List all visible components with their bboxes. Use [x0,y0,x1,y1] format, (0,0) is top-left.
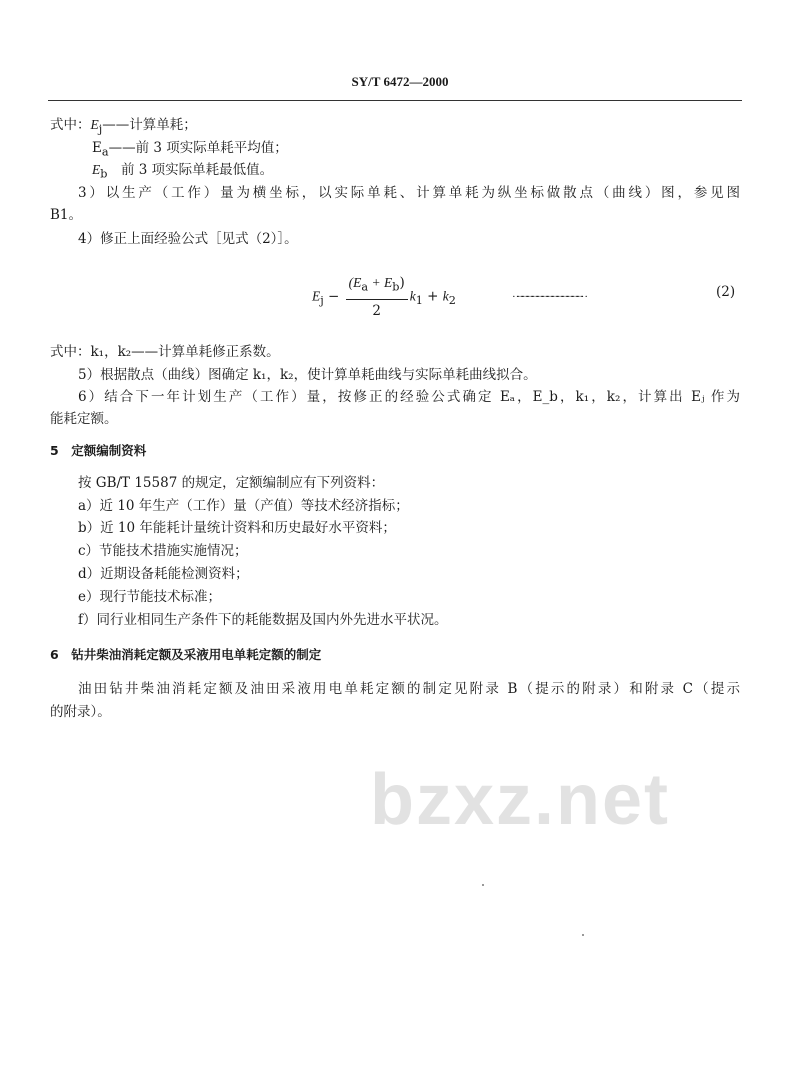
step-5: 5）根据散点（曲线）图确定 k₁，k₂，使计算单耗曲线与实际单耗曲线拟合。 [78,367,537,383]
subscript: j [98,122,103,136]
subscript: a [361,280,369,294]
coef: k [409,288,416,304]
scan-speck [582,934,584,936]
list-item: c）节能技术措施实施情况； [78,543,248,559]
subscript: b [392,280,400,294]
operator: + [422,288,443,305]
subscript: a [101,145,109,159]
step-6-line1: 6）结合下一年计划生产（工作）量，按修正的经验公式确定 Eₐ，E_b，k₁，k₂，计算出 Eⱼ 作为 [78,389,740,405]
num-term: (E [348,275,362,290]
where-ea [92,139,288,162]
scan-speck [482,884,484,886]
definition: k₁，k₂——计算单耗修正系数。 [90,344,280,360]
subscript: b [100,167,108,181]
step-6-line2: 能耗定额。 [50,411,118,427]
step-3-line1: 3）以生产（工作）量为横坐标，以实际单耗、计算单耗为纵坐标做散点（曲线）图，参见图 [78,185,740,201]
section-6-heading: 6 钻井柴油消耗定额及采液用电单耗定额的制定 [50,647,322,662]
header-rule [48,100,742,101]
symbol: E [90,117,99,132]
subscript: j [320,294,324,308]
subscript: 1 [415,294,423,308]
list-item: e）现行节能技术标准； [78,589,221,605]
formula-leader-dots: …………………………………… [512,288,582,300]
numerator [346,272,408,300]
list-item: d）近期设备耗能检测资料； [78,566,249,582]
denominator: 2 [372,302,381,319]
symbol: E [92,140,102,156]
formula-number: (2) [716,284,736,300]
formula-lhs: E [312,288,321,304]
operator: − [323,288,344,305]
where-k [50,343,280,361]
step-4: 4）修正上面经验公式［见式（2）］。 [78,231,298,247]
section-5-intro: 按 GB/T 15587 的规定，定额编制应有下列资料： [78,475,385,491]
section-6-line1: 油田钻井柴油消耗定额及油田采液用电单耗定额的制定见附录 B（提示的附录）和附录 C（提示 [78,681,740,697]
where-eb [92,161,273,184]
list-item: a）近 10 年生产（工作）量（产值）等技术经济指标； [78,498,409,514]
definition: ——前 3 项实际单耗平均值； [108,140,288,156]
subscript: 2 [448,294,456,308]
standard-header: SY/T 6472—2000 [351,74,449,89]
step-3-line2: B1。 [50,207,83,223]
list-item: f）同行业相同生产条件下的耗能数据及国内外先进水平状况。 [78,612,448,628]
watermark: bzxz.net [370,760,671,840]
fraction [346,272,408,322]
formula-2 [312,272,456,322]
coef: k [442,288,449,304]
where-ej [50,116,197,139]
num-term: + E [368,275,393,290]
definition: 前 3 项实际单耗最低值。 [107,162,274,178]
section-5-heading: 5 定额编制资料 [50,443,147,458]
where-prefix: 式中： [50,344,91,360]
definition: ——计算单耗； [102,117,197,133]
symbol: E [92,162,101,177]
num-term: ) [399,275,405,291]
list-item: b）近 10 年能耗计量统计资料和历史最好水平资料； [78,520,396,536]
section-6-line2: 的附录）。 [50,704,111,720]
where-prefix: 式中： [50,117,91,133]
